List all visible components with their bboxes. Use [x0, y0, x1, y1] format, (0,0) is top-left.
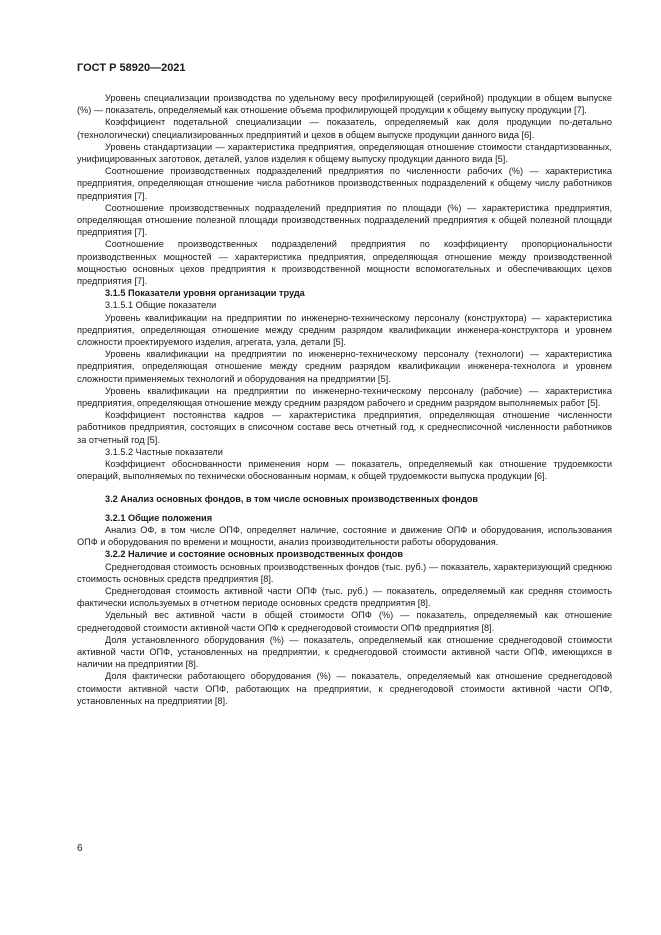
paragraph: Соотношение производственных подразделений предприятия по коэффициенту пропорциональности производственных мощностей — характеристика предприятия, определяющая отношение между производственной мощностью основных цехов предприятия к производственной мощности вспомогательных и обеспечивающих цехов предприятия [7].	[77, 239, 612, 287]
paragraph: Анализ ОФ, в том числе ОПФ, определяет наличие, состояние и движение ОПФ и оборудования, использования ОПФ и оборудования по времени и мощности, анализ производительности работы оборудования.	[77, 524, 612, 548]
paragraph: Доля фактически работающего оборудования (%) — показатель, определяемый как отношение среднегодовой стоимости активной части ОПФ, работающих на предприятии, к среднегодовой стоимости активной части ОПФ, установленных на предприятии [8].	[77, 671, 612, 706]
page-number: 6	[77, 843, 83, 854]
subsection-heading-3-1-5-1: 3.1.5.1 Общие показатели	[105, 300, 217, 311]
paragraph: Доля установленного оборудования (%) — показатель, определяемый как отношение среднегодовой стоимости активной части ОПФ, установленных на предприятии, к среднегодовой стоимости активной части ОПФ, имеющихся в наличии на предприятии [8].	[77, 634, 612, 670]
paragraph: Коэффициент постоянства кадров — характеристика предприятия, определяющая отношение численности работников предприятия, состоящих в списочном составе весь отчетный год, к среднесписочной численности работников за отчетный год [5].	[77, 410, 612, 445]
paragraph: Уровень квалификации на предприятии по инженерно-техническому персоналу (технологи) — характеристика предприятия, определяющая отношение между средним разрядом квалификации инженера-технолога и уровнем сложности применяемых технологий и оборудования на предприятии [5].	[77, 349, 612, 384]
paragraph: Соотношение производственных подразделений предприятия по площади (%) — характеристика предприятия, определяющая отношение полезной площади производственных подразделений предприятия к общей полезной площади предприятия [7].	[77, 202, 612, 238]
paragraph: Среднегодовая стоимость активной части ОПФ (тыс. руб.) — показатель, определяемый как средняя стоимость фактически используемых в отчетном периоде основных средств предприятия [8].	[77, 585, 612, 609]
paragraph: Соотношение производственных подразделений предприятия по численности рабочих (%) — характеристика предприятия, определяющая отношение числа работников производственных подразделений к общему числу работников предприятия [7].	[77, 166, 612, 201]
subsection-heading-3-1-5-2: 3.1.5.2 Частные показатели	[105, 446, 223, 457]
paragraph: Удельный вес активной части в общей стоимости ОПФ (%) — показатель, определяемый как отношение среднегодовой стоимости активной части ОПФ к среднегодовой стоимости ОПФ предприятия [8].	[77, 610, 612, 633]
paragraph: Коэффициент подетальной специализации — показатель, определяемый как доля продукции по-детально (технологически) специализированных предприятий и цехов в общем выпуске продукции данного вида [6].	[77, 117, 612, 140]
section-heading-3-2-2: 3.2.2 Наличие и состояние основных производственных фондов	[105, 549, 404, 560]
document-body	[77, 92, 612, 707]
paragraph: Коэффициент обоснованности применения норм — показатель, определяемый как отношение трудоемкости операций, выполняемых по технически обоснованным нормам, к общей трудоемкости выпуска продукции [6].	[77, 459, 612, 482]
paragraph: Уровень квалификации на предприятии по инженерно-техническому персоналу (рабочие) — характеристика предприятия, определяющая отношение между средним разрядом рабочего и средним разрядом выполняемых работ [5].	[77, 385, 612, 409]
section-heading-3-1-5: 3.1.5 Показатели уровня организации труда	[105, 288, 305, 299]
paragraph: Уровень специализации производства по удельному весу профилирующей (серийной) продукции в общем выпуске (%) — показатель, определяемый как отношение объема профилирующей продукции к общему выпуску продукции [7].	[77, 93, 612, 116]
paragraph: Уровень квалификации на предприятии по инженерно-техническому персоналу (конструктора) — характеристика предприятия, определяющая отношение между средним разрядом квалификации инженера-конструктора и уровнем сложности проектируемого изделия, агрегата, узла, детали [5].	[77, 312, 612, 348]
section-heading-3-2: 3.2 Анализ основных фондов, в том числе основных производственных фондов	[105, 493, 479, 504]
paragraph: Уровень стандартизации — характеристика предприятия, определяющая отношение стоимости стандартизованных, унифицированных заготовок, деталей, узлов изделия к общему выпуску продукции данного вида [5].	[77, 141, 612, 165]
document-header: ГОСТ Р 58920—2021	[77, 62, 186, 74]
paragraph: Среднегодовая стоимость основных производственных фондов (тыс. руб.) — показатель, характеризующий среднюю стоимость основных средств предприятия [8].	[77, 561, 612, 584]
section-heading-3-2-1: 3.2.1 Общие положения	[105, 512, 213, 523]
